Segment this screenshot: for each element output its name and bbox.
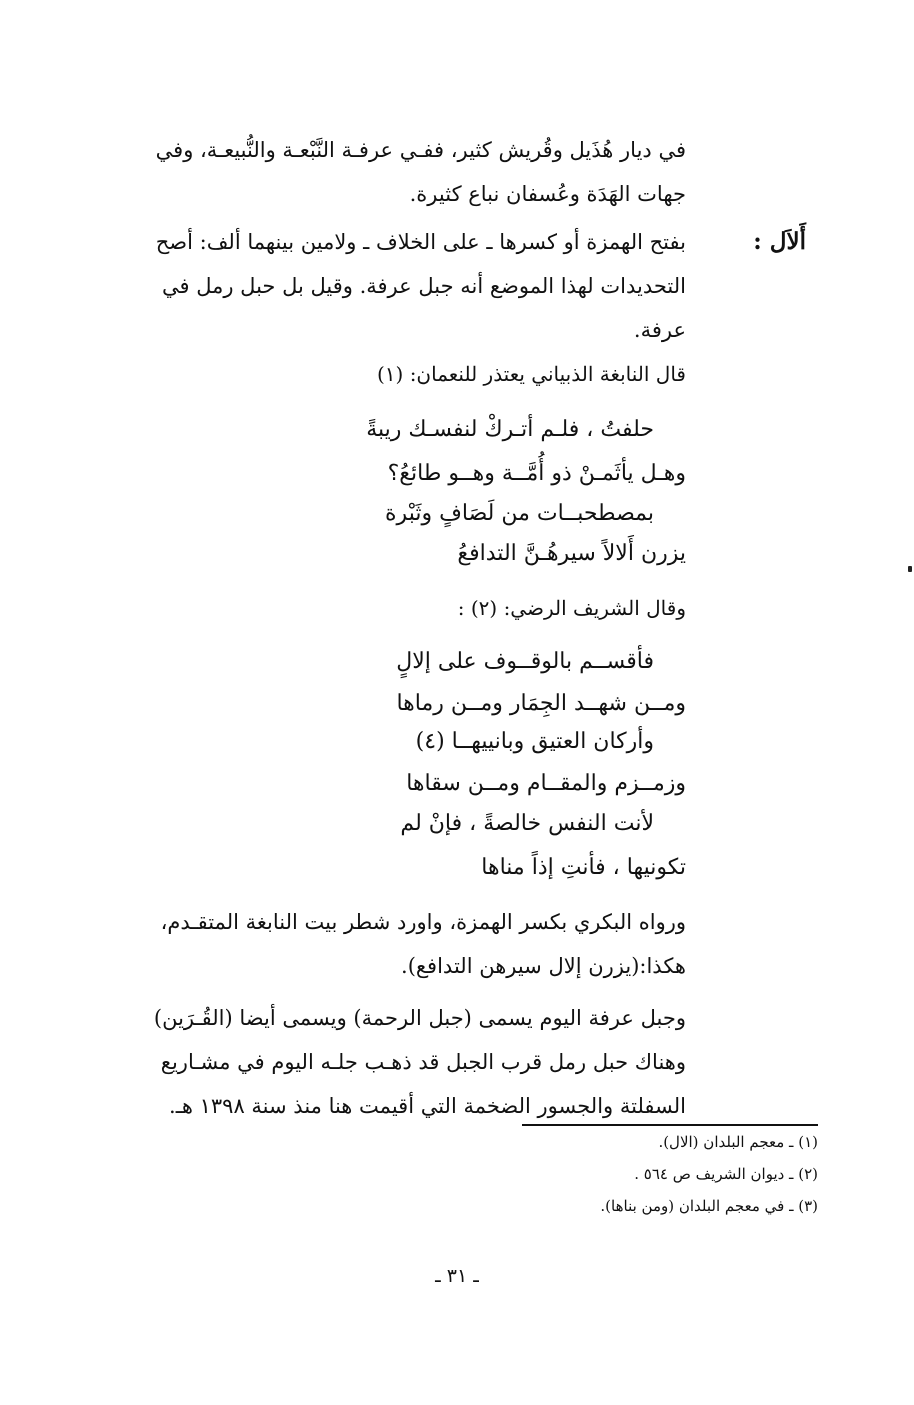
poem2-line-3: وأركان العتيق وبانييهــا (٤) xyxy=(415,729,654,754)
poem1-line-1: حلفتُ ، فلـم أتـركْ لنفسـك ريبةً xyxy=(366,417,654,442)
footnote-2: (٢) ـ ديوان الشريف ص ٥٦٤ . xyxy=(634,1165,818,1183)
poem1-line-4: يزرن أَلالاً سيرهُـنَّ التدافعُ xyxy=(457,541,686,566)
quote1-intro: قال النابغة الذبياني يعتذر للنعمان: (١) xyxy=(376,362,686,386)
quote2-intro: وقال الشريف الرضي: (٢) : xyxy=(457,596,686,620)
poem2-line-1: فأقســم بالوقــوف على إلالٍ xyxy=(396,649,654,674)
paragraph-bakri: ورواه البكري بكسر الهمزة، واورد شطر بيت النابغة المتقـدم، هكذا:(يزرن إلال سيرهن التدافع). xyxy=(160,910,686,978)
footnote-3: (٣) ـ في معجم البلدان (ومن بناها). xyxy=(600,1197,818,1215)
page-number: ـ ٣١ ـ xyxy=(435,1265,479,1287)
poem1-line-2: وهـل يأثَمـنْ ذو أُمَّــة وهــو طائعُ؟ xyxy=(387,461,686,486)
poem2-line-4: وزمــزم والمقــام ومــن سقاها xyxy=(406,771,686,796)
footnote-divider xyxy=(522,1124,818,1126)
entry-definition: بفتح الهمزة أو كسرها ـ على الخلاف ـ ولامين بينهما ألف: أصح التحديدات لهذا الموضع أنه جبل عرفة. وقيل بل حبل رمل في عرفة. xyxy=(155,230,686,342)
intro-paragraph: في ديار هُذَيل وقُريش كثير، ففـي عرفـة النَّبْعـة والنُّبيعـة، وفي جهات الهَدَة وعُسفان نباع كثيرة. xyxy=(155,138,686,206)
paragraph-arafah-today: وجبل عرفة اليوم يسمى (جبل الرحمة) ويسمى أيضا (القُـرَين) وهناك حبل رمل قرب الجبل قد ذهـب جلـه اليوم في مشـاريع السفلتة والجسور الضخمة التي أقيمت هنا منذ سنة ١٣٩٨ هـ. xyxy=(153,1006,686,1118)
poem2-line-5: لأنت النفس خالصةً ، فإنْ لم xyxy=(400,811,654,836)
margin-mark xyxy=(908,566,912,572)
footnote-1: (١) ـ معجم البلدان (الال). xyxy=(658,1133,818,1151)
poem1-line-3: بمصطحبــات من لَصَافٍ وثَبْرة xyxy=(385,501,654,526)
entry-term: أَلاَل : xyxy=(753,228,806,255)
poem2-line-6: تكونيها ، فأنتِ إذاً مناها xyxy=(481,855,686,880)
poem2-line-2: ومــن شهــد الجِمَار ومــن رماها xyxy=(396,691,686,716)
